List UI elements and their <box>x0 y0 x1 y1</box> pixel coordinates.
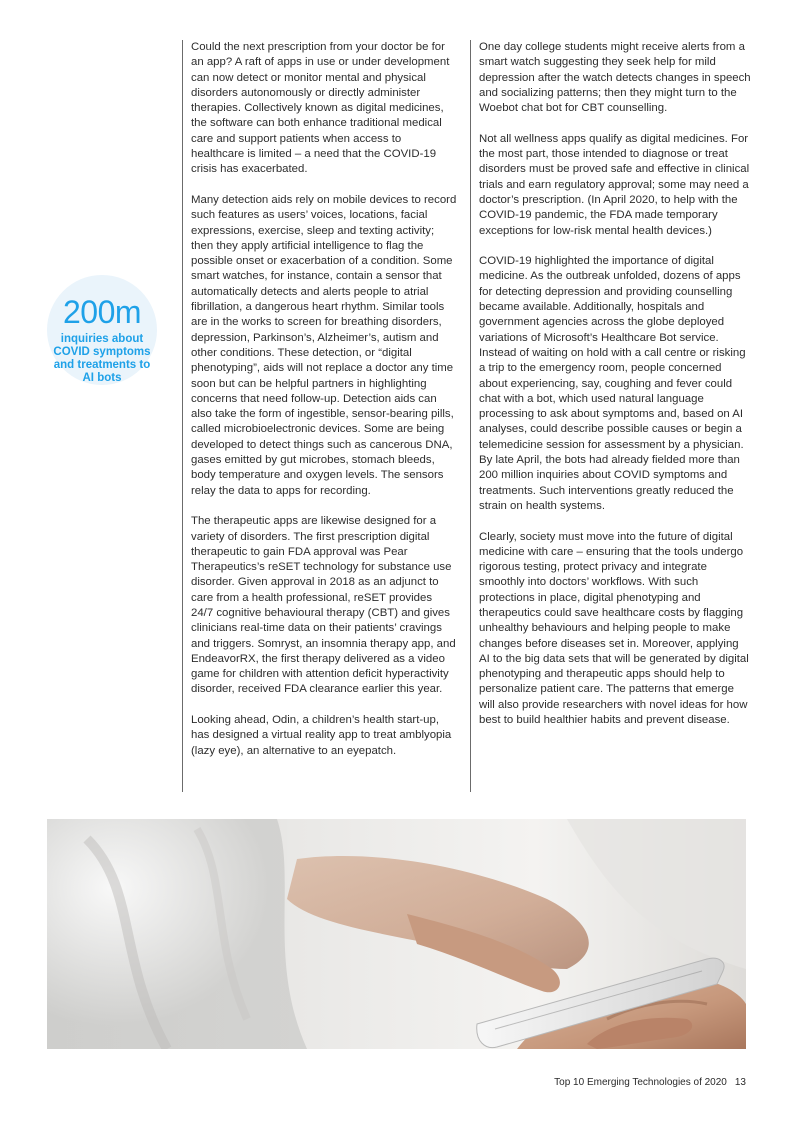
stat-callout <box>47 275 157 385</box>
paragraph: One day college students might receive alerts from a smart watch suggesting they seek help for mild depression after the watch detects changes in speech and socializing patterns; then they might turn to the Woebot chat bot for CBT counselling. <box>479 41 751 115</box>
photo-illustration <box>47 819 746 1049</box>
paragraph: Looking ahead, Odin, a children’s health start-up, has designed a virtual reality app to treat amblyopia (lazy eye), an alternative to an eyepatch. <box>191 714 452 757</box>
page-number: 13 <box>734 1077 746 1088</box>
left-text-column <box>182 40 457 792</box>
publication-title: Top 10 Emerging Technologies of 2020 <box>554 1077 727 1088</box>
paragraph: Could the next prescription from your doctor be for an app? A raft of apps in use or under development can now detect or monitor mental and physical disorders autonomously or directly administer therapies. Collectively known as digital medicines, the software can both enhance traditional medical care and support patients when access to healthcare is limited – a need that the COVID-19 crisis has exacerbated. <box>191 41 450 176</box>
stat-number: 200m <box>62 294 142 330</box>
paragraph: COVID-19 highlighted the importance of digital medicine. As the outbreak unfolded, dozens of apps for detecting depression and providing counselling became available. Additionally, hospitals and government agencies across the globe deployed variations of Microsoft’s Healthcare Bot service. Instead of waiting on hold with a call centre or risking a trip to the emergency room, people concerned about experiencing, say, coughing and fever could chat with a bot, which used natural language processing to ask about symptoms and, based on AI analyses, could describe possible causes or begin a telemedicine session for assessment by a physician. By late April, the bots had already fielded more than 200 million inquiries about COVID symptoms and treatments. Such interventions greatly reduced the strain on health systems. <box>479 255 746 512</box>
paragraph: The therapeutic apps are likewise designed for a variety of disorders. The first prescription digital therapeutic to gain FDA approval was Pear Therapeutics’s reSET technology for substance use disorder. Given approval in 2018 as an adjunct to care from a health professional, reSET provides 24/7 cognitive behavioural therapy (CBT) and gives clinicians real-time data on their patients’ cravings and triggers. Somryst, an insomnia therapy app, and EndeavorRX, the first therapy delivered as a video game for children with attention deficit hyperactivity disorder, received FDA clearance earlier this year. <box>191 515 456 696</box>
stat-caption: inquiries about COVID symptoms and treatments to AI bots <box>53 333 151 384</box>
paragraph: Clearly, society must move into the future of digital medicine with care – ensuring that the tools undergo rigorous testing, protect privacy and integrate smoothly into doctors’ workflows. With such protections in place, digital phenotyping and therapeutics could save healthcare costs by flagging unhealthy behaviours and helping people to make changes before diseases set in. Moreover, applying AI to the big data sets that will be generated by digital phenotyping and therapeutic apps should help to personalize patient care. The patterns that emerge will also provide researchers with novel ideas for how best to build healthier habits and prevent disease. <box>479 530 749 727</box>
paragraph: Not all wellness apps qualify as digital medicines. For the most part, those intended to diagnose or treat disorders must be proved safe and effective in clinical trials and earn regulatory approval; some may need a doctor’s prescription. (In April 2020, to help with the COVID-19 pandemic, the FDA made temporary exceptions for low-risk mental health devices.) <box>479 132 750 237</box>
page-footer <box>520 1076 746 1090</box>
paragraph: Many detection aids rely on mobile devices to record such features as users’ voices, locations, facial expressions, exercise, sleep and texting activity; then they apply artificial intelligence to flag the possible onset or exacerbation of a condition. Some smart watches, for instance, contain a sensor that automatically detects and alerts people to atrial fibrillation, a dangerous heart rhythm. Similar tools are in the works to screen for breathing disorders, depression, Parkinson’s, Alzheimer’s, autism and other conditions. These detection, or “digital phenotyping”, aids will not replace a doctor any time soon but can be helpful partners in highlighting concerns that need follow-up. Detection aids can also take the form of ingestible, sensor-bearing pills, called microbioelectronic devices. Some are being developed to detect things such as cancerous DNA, gases emitted by gut microbes, stomach bleeds, body temperature and oxygen levels. The sensors relay the data to apps for recording. <box>191 193 457 497</box>
right-text-column <box>470 40 751 792</box>
hand-with-phone-photo <box>47 819 746 1049</box>
